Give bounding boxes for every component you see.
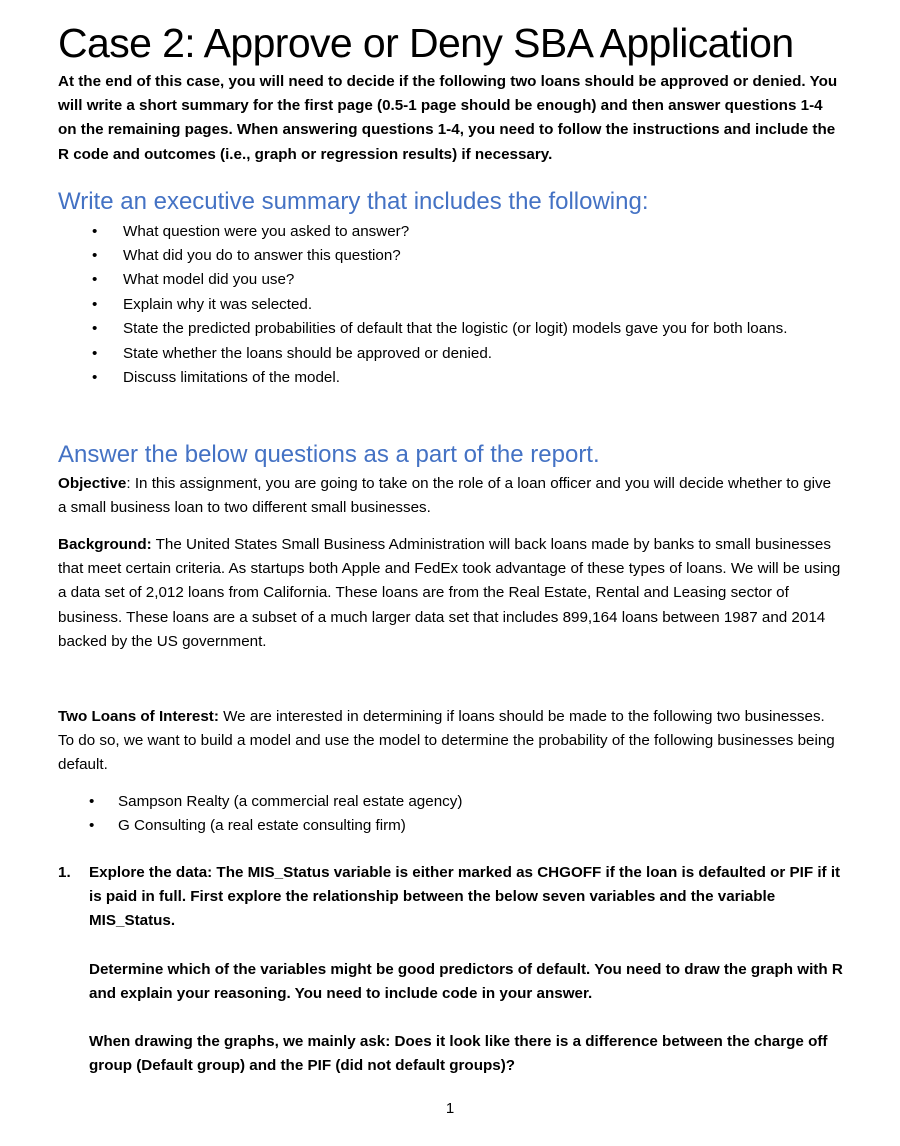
list-item [0, 220, 823, 244]
list-item-text: What question were you asked to answer? [123, 223, 410, 240]
list-item-text: What did you do to answer this question? [123, 247, 401, 265]
list-item-text: G Consulting (a real estate consulting firm) [118, 817, 406, 835]
loans-list [0, 790, 818, 838]
page-number: 1 [445, 1100, 455, 1117]
executive-summary-heading: Write an executive summary that includes the following: [58, 188, 649, 215]
list-item [0, 342, 823, 366]
question-paragraph: Determine which of the variables might be good predictors of default. You need to draw the graph with R and explain your reasoning. You need to include code in your answer. [89, 960, 843, 1002]
question-paragraph: When drawing the graphs, we mainly ask: Does it look like there is a difference between the charge off group (Default group) and the PIF (did not default groups)? [89, 1033, 828, 1075]
list-item-text: Sampson Realty (a commercial real estate agency) [118, 793, 463, 810]
bullet-icon: • [89, 817, 95, 835]
questions-heading: Answer the below questions as a part of the report. [58, 441, 600, 468]
two-loans-text: We are interested in determining if loans should be made to the following two businesses. To do so, we want to build a model and use the model to determine the probability of the following businesses being default. [58, 708, 835, 774]
bullet-icon: • [92, 295, 98, 313]
objective-paragraph [58, 472, 843, 520]
question-paragraph: Explore the data: The MIS_Status variable is either marked as CHGOFF if the loan is defaulted or PIF if it is paid in full. First explore the relationship between the below seven variables and the variable MIS_Status. [89, 864, 841, 930]
two-loans-paragraph [58, 705, 843, 778]
bullet-icon: • [92, 247, 98, 265]
bullet-icon: • [89, 793, 95, 810]
background-text: The United States Small Business Administration will back loans made by banks to small businesses that meet certain criteria. As startups both Apple and FedEx took advantage of these types of loans. We will be using a data set of 2,012 loans from California. These loans are from the Real Estate, Rental and Leasing sector of business. These loans are a subset of a much larger data set that includes 899,164 loans between 1987 and 2014 backed by the US government. [58, 536, 841, 650]
bullet-icon: • [92, 345, 98, 363]
bullet-icon: • [92, 223, 98, 240]
bullet-icon: • [92, 369, 98, 387]
list-item [0, 366, 823, 390]
executive-summary-list [0, 220, 823, 390]
two-loans-label: Two Loans of Interest: [58, 708, 219, 725]
list-item [0, 268, 823, 292]
list-item-text: What model did you use? [123, 271, 295, 289]
background-label: Background: [58, 536, 152, 553]
list-item-text: State whether the loans should be approved or denied. [123, 345, 492, 363]
bullet-icon: • [92, 271, 98, 289]
list-item [0, 790, 818, 814]
bullet-icon: • [92, 319, 98, 337]
page-title: Case 2: Approve or Deny SBA Application [58, 20, 794, 66]
list-item-text: Explain why it was selected. [123, 295, 313, 313]
question-text [89, 861, 843, 1078]
list-item-text: State the predicted probabilities of default that the logistic (or logit) models gave you for both loans. [123, 319, 788, 337]
objective-text: : In this assignment, you are going to take on the role of a loan officer and you will decide whether to give a small business loan to two different small businesses. [58, 475, 832, 517]
objective-label: Objective [58, 475, 127, 492]
list-item-text: Discuss limitations of the model. [123, 369, 340, 387]
list-item [0, 244, 823, 268]
question-number: 1. [58, 864, 71, 881]
list-item [0, 317, 823, 341]
question-1 [58, 861, 843, 1078]
list-item [0, 293, 823, 317]
intro-paragraph: At the end of this case, you will need to decide if the following two loans should be approved or denied. You will write a short summary for the first page (0.5-1 page should be enough) and then answer questions 1-4 on the remaining pages. When answering questions 1-4, you need to follow the instructions and include the R code and outcomes (i.e., graph or regression results) if necessary. [58, 73, 838, 163]
list-item [0, 814, 818, 838]
background-paragraph [58, 533, 843, 654]
